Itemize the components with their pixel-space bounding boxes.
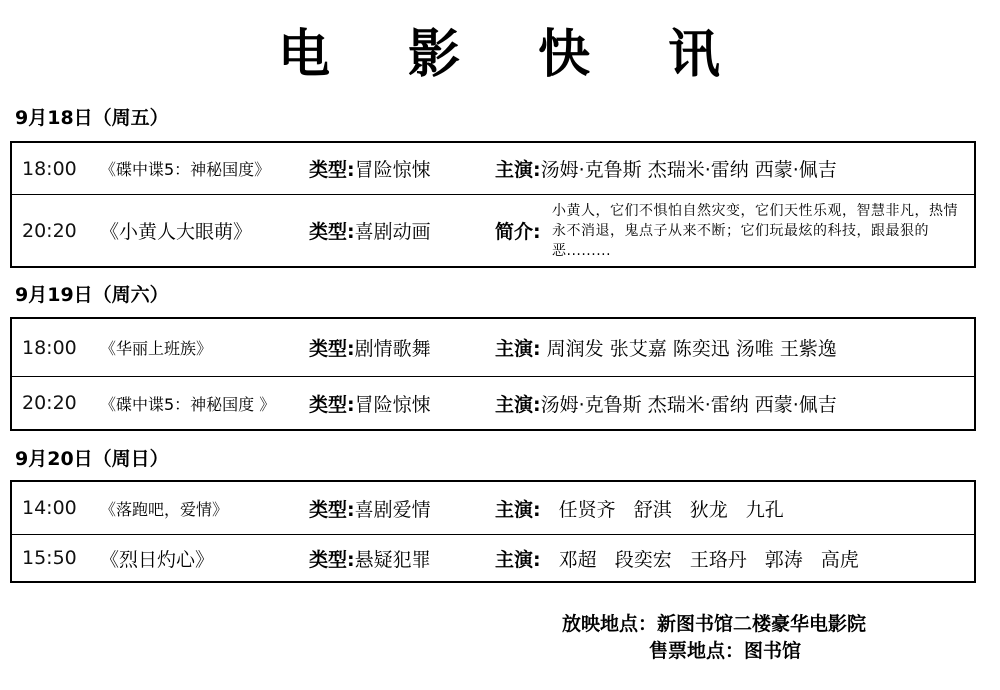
genre [309,319,431,376]
genre [309,195,431,266]
movie-title: 《碟中谍5：神秘国度 》 [100,394,276,414]
schedule-table [10,317,976,431]
schedule-table [10,480,976,583]
page-title [0,22,1000,88]
screening-row [12,535,974,581]
screening-row [12,482,974,535]
genre [309,143,431,194]
genre-key: 类型: [309,159,355,181]
genre-value: 喜剧动画 [354,221,431,243]
genre [309,377,431,429]
genre-value: 冒险惊悚 [354,393,431,416]
cast-key: 主演: [495,548,541,571]
day-label: 9月19日（周六） [15,284,169,306]
screening-row [12,143,974,195]
screening-time: 18:00 [22,157,77,180]
genre-key: 类型: [309,548,355,571]
cast [495,482,784,534]
cast-value: 邓超 段奕宏 王珞丹 郭涛 高虎 [540,548,859,571]
cast [495,535,859,581]
schedule-table [10,141,976,268]
title-char: 电 [277,25,332,85]
genre-key: 类型: [309,338,355,360]
genre-value: 喜剧爱情 [354,498,431,521]
cast-key: 主演: [495,159,541,181]
movie-title: 《烈日灼心》 [100,548,215,571]
screening-row [12,195,974,266]
movie-title: 《小黄人大眼萌》 [100,221,253,243]
cast-value: 汤姆·克鲁斯 杰瑞米·雷纳 西蒙·佩吉 [540,159,837,181]
cast-key: 主演: [495,338,541,360]
genre [309,535,431,581]
day-label: 9月20日（周日） [15,448,169,470]
screening-row [12,377,974,429]
genre-value: 冒险惊悚 [354,159,431,181]
genre-value: 悬疑犯罪 [354,548,431,571]
cast-value: 汤姆·克鲁斯 杰瑞米·雷纳 西蒙·佩吉 [540,393,837,416]
synopsis-key: 简介: [495,221,541,243]
synopsis [495,195,541,266]
cast-key: 主演: [495,498,541,521]
ticket-note: 售票地点：图书馆 [649,640,802,662]
synopsis-text: 小黄人，它们不惧怕自然灾变，它们天性乐观，智慧非凡，热情永不消退，鬼点子从来不断；它们玩最炫的科技，跟最狠的恶......... [552,203,958,259]
screening-time: 20:20 [22,219,77,242]
screening-row [12,319,974,377]
title-char: 讯 [668,25,723,85]
title-char: 影 [407,25,462,85]
screening-time: 14:00 [22,497,77,519]
title-char: 快 [538,25,593,85]
cast-value: 周润发 张艾嘉 陈奕迅 汤唯 王紫逸 [540,338,837,360]
venue-note: 放映地点：新图书馆二楼豪华电影院 [562,613,867,635]
cast [495,377,837,429]
genre-key: 类型: [309,393,355,416]
day-label: 9月18日（周五） [15,107,169,129]
genre-key: 类型: [309,221,355,243]
movie-title: 《华丽上班族》 [100,339,213,358]
movie-title: 《落跑吧，爱情》 [100,499,229,519]
genre-key: 类型: [309,498,355,521]
genre [309,482,431,534]
screening-time: 15:50 [22,547,77,569]
cast-key: 主演: [495,393,541,416]
screening-time: 18:00 [22,336,77,359]
screening-time: 20:20 [22,392,77,414]
genre-value: 剧情歌舞 [354,338,431,360]
cast [495,319,837,376]
cast [495,143,837,194]
movie-title: 《碟中谍5：神秘国度》 [100,160,271,179]
cast-value: 任贤齐 舒淇 狄龙 九孔 [540,498,784,521]
